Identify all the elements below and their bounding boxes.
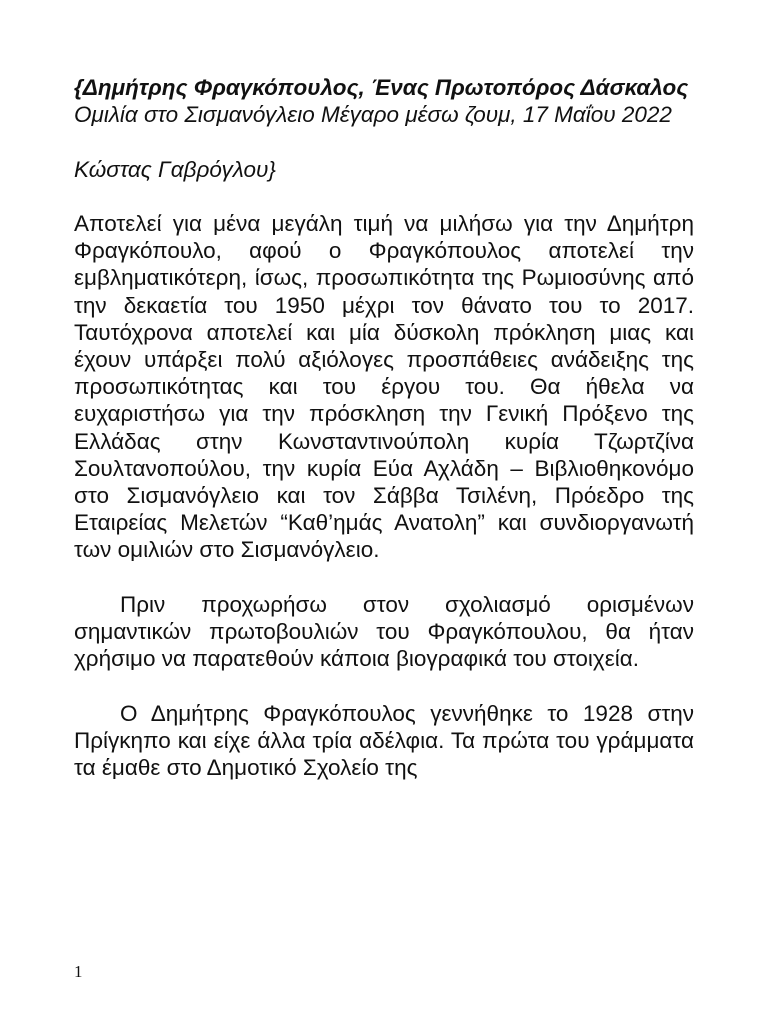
paragraph-biography: Ο Δημήτρης Φραγκόπουλος γεννήθηκε το 1928 στην Πρίγκηπο και είχε άλλα τρία αδέλφια. Τα πρώτα του γράμματα τα έμαθε στο Δημοτικό Σχολείο της [74, 700, 694, 781]
page-number: 1 [74, 962, 83, 981]
paragraph-transition: Πριν προχωρήσω στον σχολιασμό ορισμένων σημαντικών πρωτοβουλιών του Φραγκόπουλου, θα ήταν χρήσιμο να παρατεθούν κάποια βιογραφικά του στοιχεία. [74, 591, 694, 672]
document-subtitle: Ομιλία στο Σισμανόγλειο Μέγαρο μέσω ζουμ, 17 Μαΐου 2022 [74, 102, 672, 128]
document-title: {Δημήτρης Φραγκόπουλος, Ένας Πρωτοπόρος Δάσκαλος [74, 75, 689, 100]
author-name: Κώστας Γαβρόγλου} [74, 156, 276, 182]
paragraph-intro: Αποτελεί για μένα μεγάλη τιμή να μιλήσω για την Δημήτρη Φραγκόπουλο, αφού ο Φραγκόπουλος αποτελεί την εμβληματικότερη, ίσως, προσωπικότητα της Ρωμιοσύνης από την δεκαετία του 1950 μέχρι τον θάνατο του το 2017. Ταυτόχρονα αποτελεί και μία δύσκολη πρόκληση μιας και έχουν υπάρξει πολύ αξιόλογες προσπάθειες ανάδειξης της προσωπικότητας και του έργου του. Θα ήθελα να ευχαριστήσω για την πρόσκληση την Γενική Πρόξενο της Ελλάδας στην Κωνσταντινούπολη κυρία Τζωρτζίνα Σουλτανοπούλου, την κυρία Εύα Αχλάδη – Βιβλιοθηκονόμο στο Σισμανόγλειο και τον Σάββα Τσιλένη, Πρόεδρο της Εταιρείας Μελετών “Καθ’ημάς Ανατολη” και συνδιοργανωτή των ομιλιών στο Σισμανόγλειο. [74, 210, 694, 563]
document-page [74, 74, 694, 781]
